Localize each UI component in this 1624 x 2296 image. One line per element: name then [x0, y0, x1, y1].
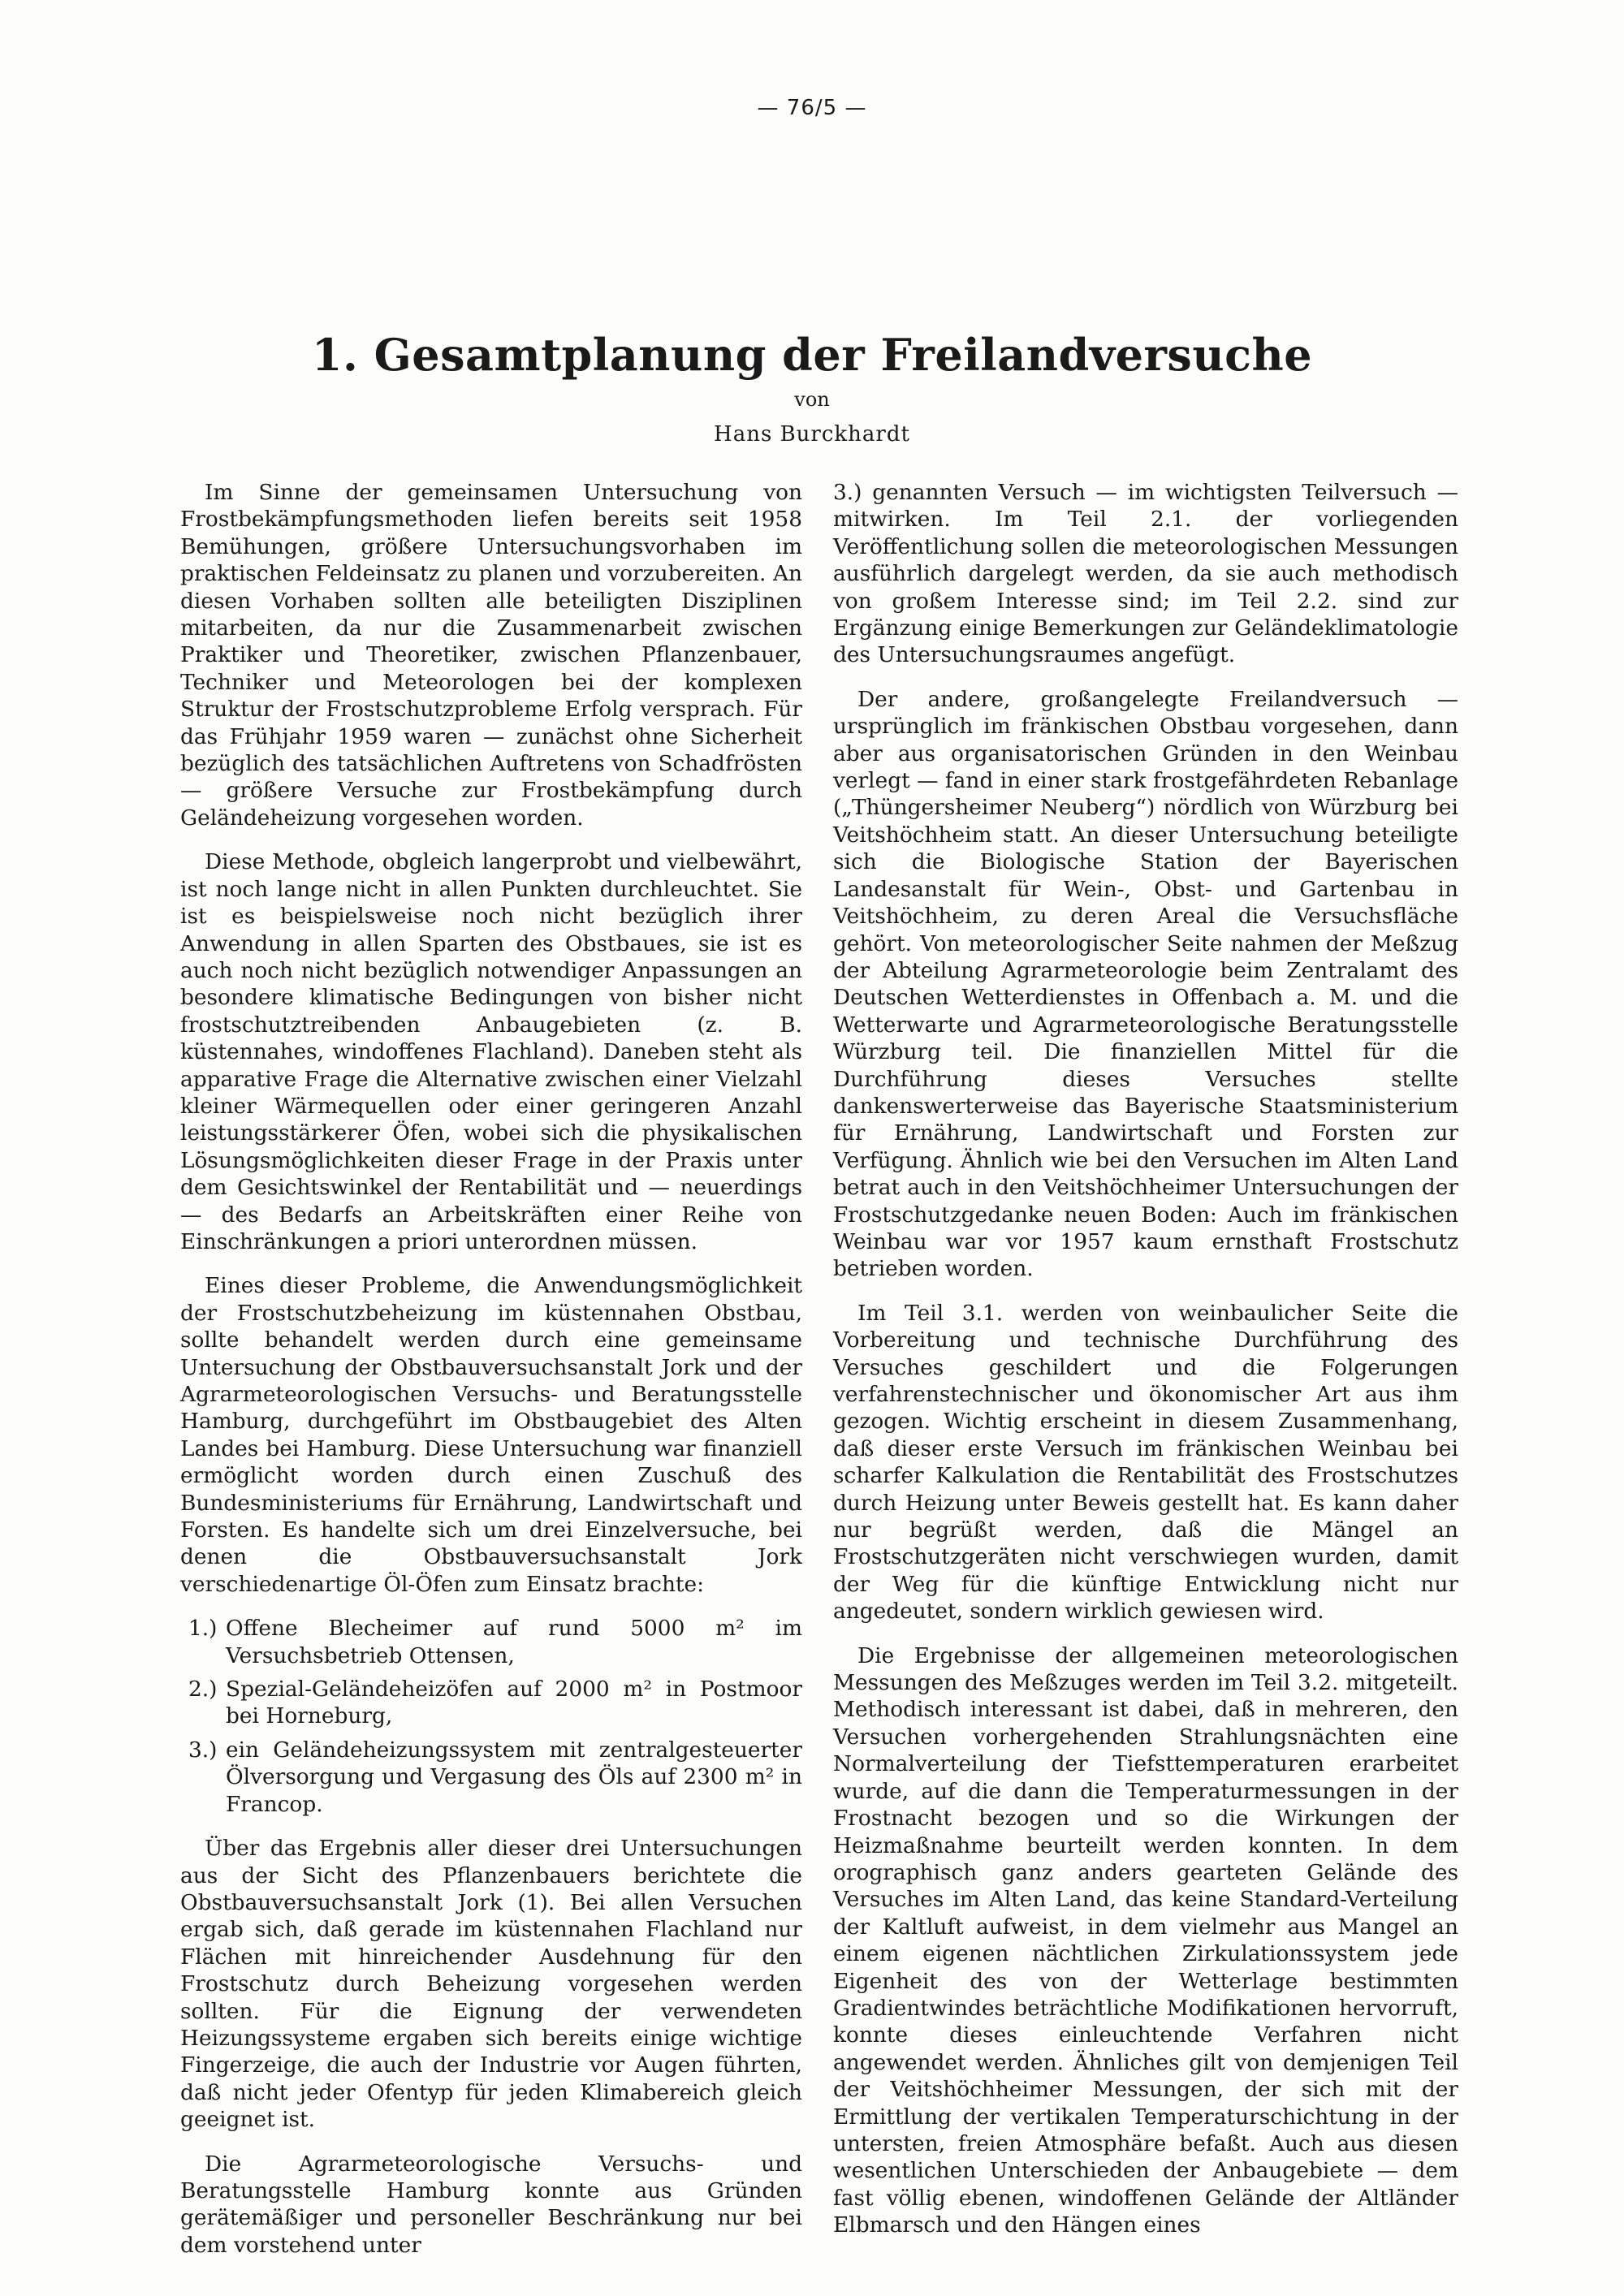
paragraph: Im Teil 3.1. werden von weinbaulicher Seite die Vorbereitung und technische Durchführung des Versuches geschildert und die Folgerungen verfahrenstechnischer und ökonomischer Art aus ihm gezogen. Wichtig erscheint in diesem Zusammenhang, daß dieser erste Versuch im fränkischen Weinbau bei scharfer Kalkulation die Rentabilität des Frostschutzes durch Heizung unter Beweis gestellt hat. Es kann daher nur begrüßt werden, daß die Mängel an Frostschutzgeräten nicht verschwiegen wurden, damit der Weg für die künftige Entwicklung nicht nur angedeutet, sondern wirklich gewiesen wird.: [833, 1300, 1458, 1625]
list-item-text: Spezial-Geländeheizöfen auf 2000 m² in Postmoor bei Horneburg,: [226, 1677, 802, 1729]
list-item-text: ein Geländeheizungssystem mit zentralgesteuerter Ölversorgung und Vergasung des Öls auf 2300 m² in Francop.: [226, 1737, 802, 1817]
paragraph: Eines dieser Probleme, die Anwendungsmöglichkeit der Frostschutzbeheizung im küstennahen Obstbau, sollte behandelt werden durch eine gemeinsame Untersuchung der Obstbauversuchsanstalt Jork und der Agrarmeteorologischen Versuchs- und Beratungsstelle Hamburg, durchgeführt im Obstbaugebiet des Alten Landes bei Hamburg. Diese Untersuchung war finanziell ermöglicht worden durch einen Zuschuß des Bundesministeriums für Ernährung, Landwirtschaft und Forsten. Es handelte sich um drei Einzelversuche, bei denen die Obstbauversuchsanstalt Jork verschiedenartige Öl-Öfen zum Einsatz brachte:: [180, 1273, 802, 1597]
author-name: Hans Burckhardt: [714, 422, 910, 447]
list-item-text: Offene Blecheimer auf rund 5000 m² im Versuchsbetrieb Ottensen,: [226, 1616, 802, 1668]
left-column: [180, 479, 802, 2276]
paragraph: Über das Ergebnis aller dieser drei Untersuchungen aus der Sicht des Pflanzenbauers berichtete die Obstbauversuchsanstalt Jork (1). Bei allen Versuchen ergab sich, daß gerade im küstennahen Flachland nur Flächen mit hinreichender Ausdehnung für den Frostschutz durch Beheizung vorgesehen werden sollten. Für die Eignung der verwendeten Heizungssysteme ergaben sich bereits einige wichtige Fingerzeige, die auch der Industrie vor Augen führten, daß nicht jeder Ofentyp für jeden Klimabereich gleich geeignet ist.: [180, 1836, 802, 2133]
paragraph: Die Agrarmeteorologische Versuchs- und Beratungsstelle Hamburg konnte aus Gründen gerätemäßiger und personeller Beschränkung nur bei dem vorstehend unter: [180, 2151, 802, 2258]
page-number: — 76/5 —: [757, 96, 867, 120]
paragraph: Der andere, großangelegte Freilandversuch — ursprünglich im fränkischen Obstbau vorgesehen, dann aber aus organisatorischen Gründen in den Weinbau verlegt — fand in einer stark frostgefährdeten Rebanlage („Thüngersheimer Neuberg“) nördlich von Würzburg bei Veitshöchheim statt. An dieser Untersuchung beteiligte sich die Biologische Station der Bayerischen Landesanstalt für Wein-, Obst- und Gartenbau in Veitshöchheim, zu deren Areal die Versuchsfläche gehört. Von meteorologischer Seite nahmen der Meßzug der Abteilung Agrarmeteorologie beim Zentralamt des Deutschen Wetterdienstes in Offenbach a. M. und die Wetterwarte und Agrarmeteorologische Beratungsstelle Würzburg teil. Die finanziellen Mittel für die Durchführung dieses Versuches stellte dankenswerterweise das Bayerische Staatsministerium für Ernährung, Landwirtschaft und Forsten zur Verfügung. Ähnlich wie bei den Versuchen im Alten Land betrat auch in den Veitshöchheimer Untersuchungen der Frostschutzgedanke neuen Boden: Auch im fränkischen Weinbau war vor 1957 kaum ernsthaft Frostschutz betrieben worden.: [833, 686, 1458, 1282]
right-column: [833, 479, 1458, 2256]
paragraph: Diese Methode, obgleich langerprobt und vielbewährt, ist noch lange nicht in allen Punkten durchleuchtet. Sie ist es beispielsweise noch nicht bezüglich ihrer Anwendung in allen Sparten des Obstbaues, sie ist es auch noch nicht bezüglich notwendiger Anpassungen an besondere klimatische Bedingungen von bisher nicht frostschutztreibenden Anbaugebieten (z. B. küstennahes, windoffenes Flachland). Daneben steht als apparative Frage die Alternative zwischen einer Vielzahl kleiner Wärmequellen oder einer geringeren Anzahl leistungsstärkerer Öfen, wobei sich die physikalischen Lösungsmöglichkeiten dieser Frage in der Praxis unter dem Gesichtswinkel der Rentabilität und — neuerdings — des Bedarfs an Arbeitskräften einer Reihe von Einschränkungen a priori unterordnen müssen.: [180, 849, 802, 1254]
paragraph: Die Ergebnisse der allgemeinen meteorologischen Messungen des Meßzuges werden im Teil 3.2. mitgeteilt. Methodisch interessant ist dabei, daß in mehreren, den Versuchen vorhergehenden Strahlungsnächten eine Normalverteilung der Tiefsttemperaturen erarbeitet wurde, auf die dann die Temperaturmessungen in der Frostnacht bezogen und so die Wirkungen der Heizmaßnahme beurteilt werden konnten. In dem orographisch ganz anders gearteten Gelände des Versuches im Alten Land, das keine Standard-Verteilung der Kaltluft aufweist, in dem vielmehr aus Mangel an einem eigenen nächtlichen Zirkulationssystem jede Eigenheit des von der Wetterlage bestimmten Gradientwindes beträchtliche Modifikationen hervorruft, konnte dieses einleuchtende Verfahren nicht angewendet werden. Ähnliches gilt von demjenigen Teil der Veitshöchheimer Messungen, der sich mit der Ermittlung der vertikalen Temperaturschichtung in der untersten, freien Atmosphäre befaßt. Auch aus diesen wesentlichen Unterschieden der Anbaugebiete — dem fast völlig ebenen, windoffenen Gelände der Altländer Elbmarsch und den Hängen eines: [833, 1642, 1458, 2238]
byline-von: von: [794, 388, 830, 411]
list-item: [180, 1676, 802, 1730]
article-title: 1. Gesamtplanung der Freilandversuche: [311, 329, 1313, 381]
experiment-list: [180, 1615, 802, 1818]
list-item: [180, 1615, 802, 1669]
list-item-number: 2.): [188, 1677, 218, 1703]
list-item-number: 3.): [188, 1737, 218, 1763]
list-item-number: 1.): [188, 1616, 218, 1642]
paragraph: Im Sinne der gemeinsamen Untersuchung von Frostbekämpfungsmethoden liefen bereits seit 1958 Bemühungen, größere Untersuchungsvorhaben im praktischen Feldeinsatz zu planen und vorzubereiten. An diesen Vorhaben sollten alle beteiligten Disziplinen mitarbeiten, da nur die Zusammenarbeit zwischen Praktiker und Theoretiker, zwischen Pflanzenbauer, Techniker und Meteorologen bei der komplexen Struktur der Frostschutzprobleme Erfolg versprach. Für das Frühjahr 1959 waren — zunächst ohne Sicherheit bezüglich des tatsächlichen Auftretens von Schadfrösten — größere Versuche zur Frostbekämpfung durch Geländeheizung vorgesehen worden.: [180, 480, 802, 831]
list-item: [180, 1737, 802, 1818]
paragraph: 3.) genannten Versuch — im wichtigsten Teilversuch — mitwirken. Im Teil 2.1. der vorliegenden Veröffentlichung sollen die meteorologischen Messungen ausführlich dargelegt werden, da sie auch methodisch von großem Interesse sind; im Teil 2.2. sind zur Ergänzung einige Bemerkungen zur Geländeklimatologie des Untersuchungsraumes angefügt.: [833, 480, 1458, 668]
